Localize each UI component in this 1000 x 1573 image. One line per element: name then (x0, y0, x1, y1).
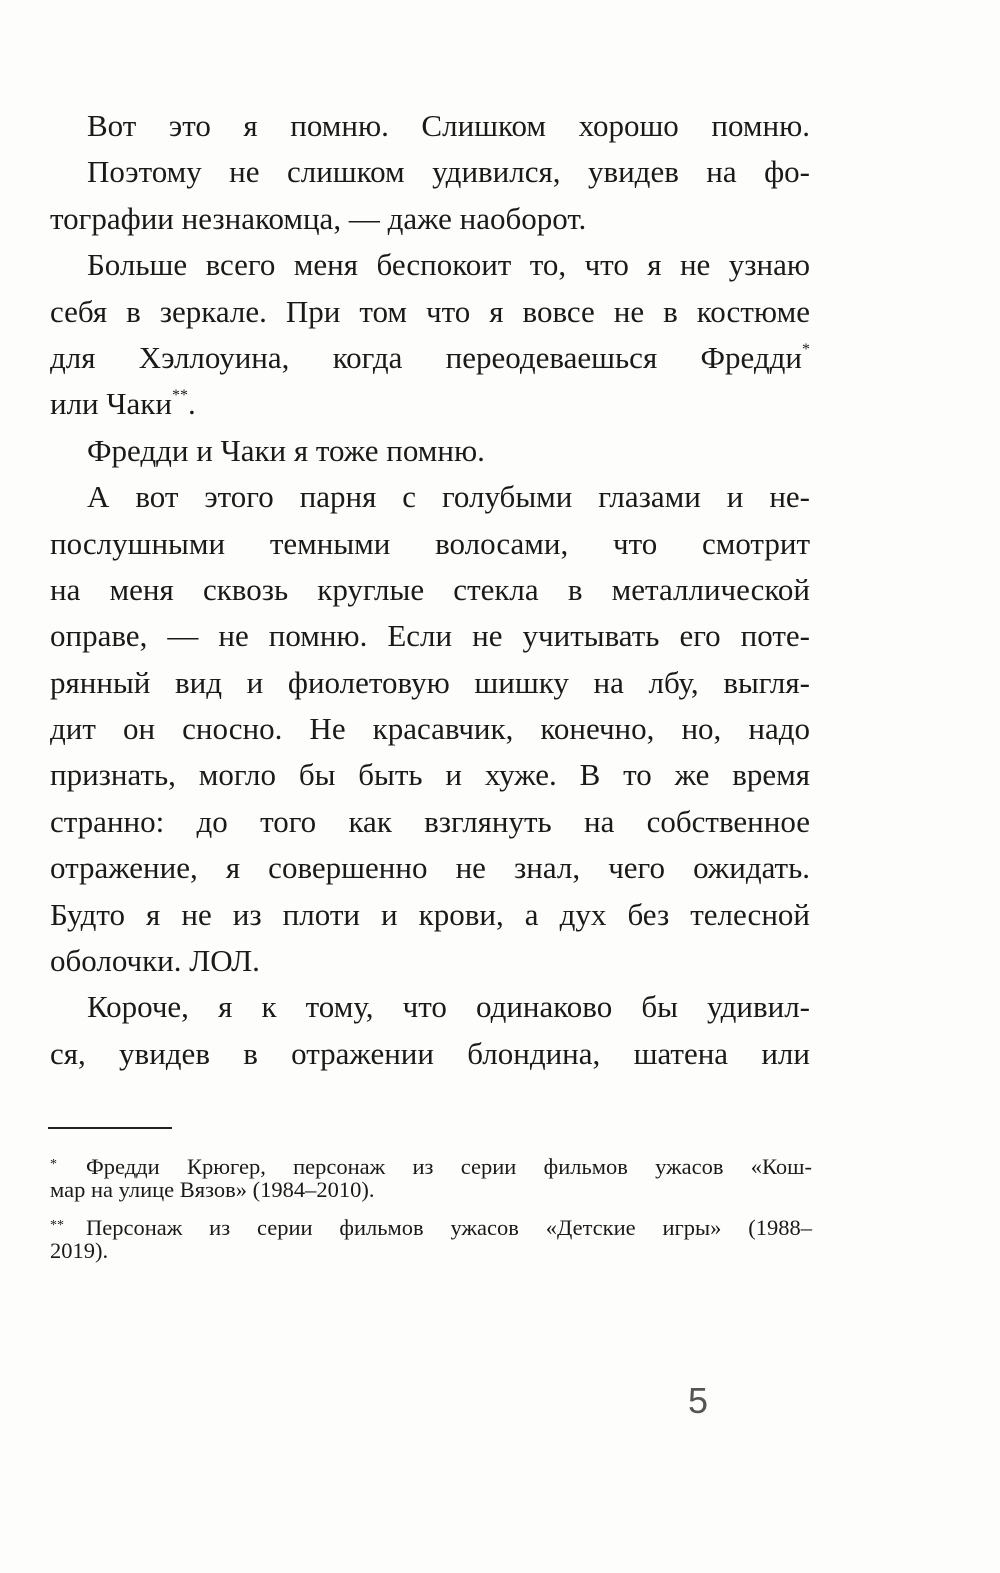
text-line: оболочки. ЛОЛ. (50, 943, 260, 979)
text-line: себя в зеркале. При том что я вовсе не в костюме (50, 293, 810, 329)
text-line: Короче, я к тому, что одинаково бы удивил- (87, 989, 810, 1025)
footnote-ref: ** (171, 387, 188, 405)
line-tail: . (187, 386, 196, 422)
text-line: дит он сносно. Не красавчик, конечно, но, надо (50, 711, 810, 747)
footnote-text: Фредди Крюгер, персонаж из серии фильмов ужасов «Кош- (86, 1154, 812, 1179)
body-text (50, 103, 810, 1077)
footnote-ref: * (802, 340, 810, 358)
text-line: послушными темными волосами, что смотрит (50, 525, 810, 561)
text-line (50, 381, 810, 427)
text-line: Поэтому не слишком удивился, увидев на фо- (87, 154, 810, 190)
text-line: признать, могло бы быть и хуже. В то же время (50, 757, 810, 793)
footnote-marker: * (50, 1157, 57, 1172)
line-text: или Чаки (50, 386, 172, 422)
footnote-line: мар на улице Вязов» (1984–2010). (50, 1177, 375, 1202)
text-line: Фредди и Чаки я тоже помню. (87, 432, 485, 468)
footnote-marker: ** (50, 1218, 64, 1233)
text-line: Больше всего меня беспокоит то, что я не узнаю (87, 247, 810, 283)
text-line: тографии незнакомца, — даже наоборот. (50, 200, 587, 236)
text-line: странно: до того как взглянуть на собственное (50, 803, 810, 839)
text-line: отражение, я совершенно не знал, чего ожидать. (50, 850, 810, 886)
line-text: для Хэллоуина, когда переодеваешься Фредди (50, 339, 802, 375)
text-line: Вот это я помню. Слишком хорошо помню. (87, 108, 810, 143)
footnote-line (50, 1152, 812, 1177)
footnote-text: Персонаж из серии фильмов ужасов «Детские игры» (1988– (86, 1215, 812, 1240)
text-line: ся, увидев в отражении блондина, шатена или (50, 1035, 810, 1071)
text-line: оправе, — не помню. Если не учитывать его поте- (50, 618, 810, 654)
footnote-line: 2019). (50, 1238, 109, 1263)
text-line: рянный вид и фиолетовую шишку на лбу, выгля- (50, 664, 810, 700)
page-number: 5 (688, 1380, 709, 1421)
text-line (50, 335, 810, 381)
footnotes (50, 1152, 812, 1263)
text-line: на меня сквозь круглые стекла в металлической (50, 571, 810, 607)
footnote-divider (48, 1127, 172, 1129)
text-line: А вот этого парня с голубыми глазами и не- (87, 479, 810, 515)
footnote-line (50, 1213, 812, 1238)
text-line: Будто я не из плоти и крови, а дух без телесной (50, 896, 810, 932)
